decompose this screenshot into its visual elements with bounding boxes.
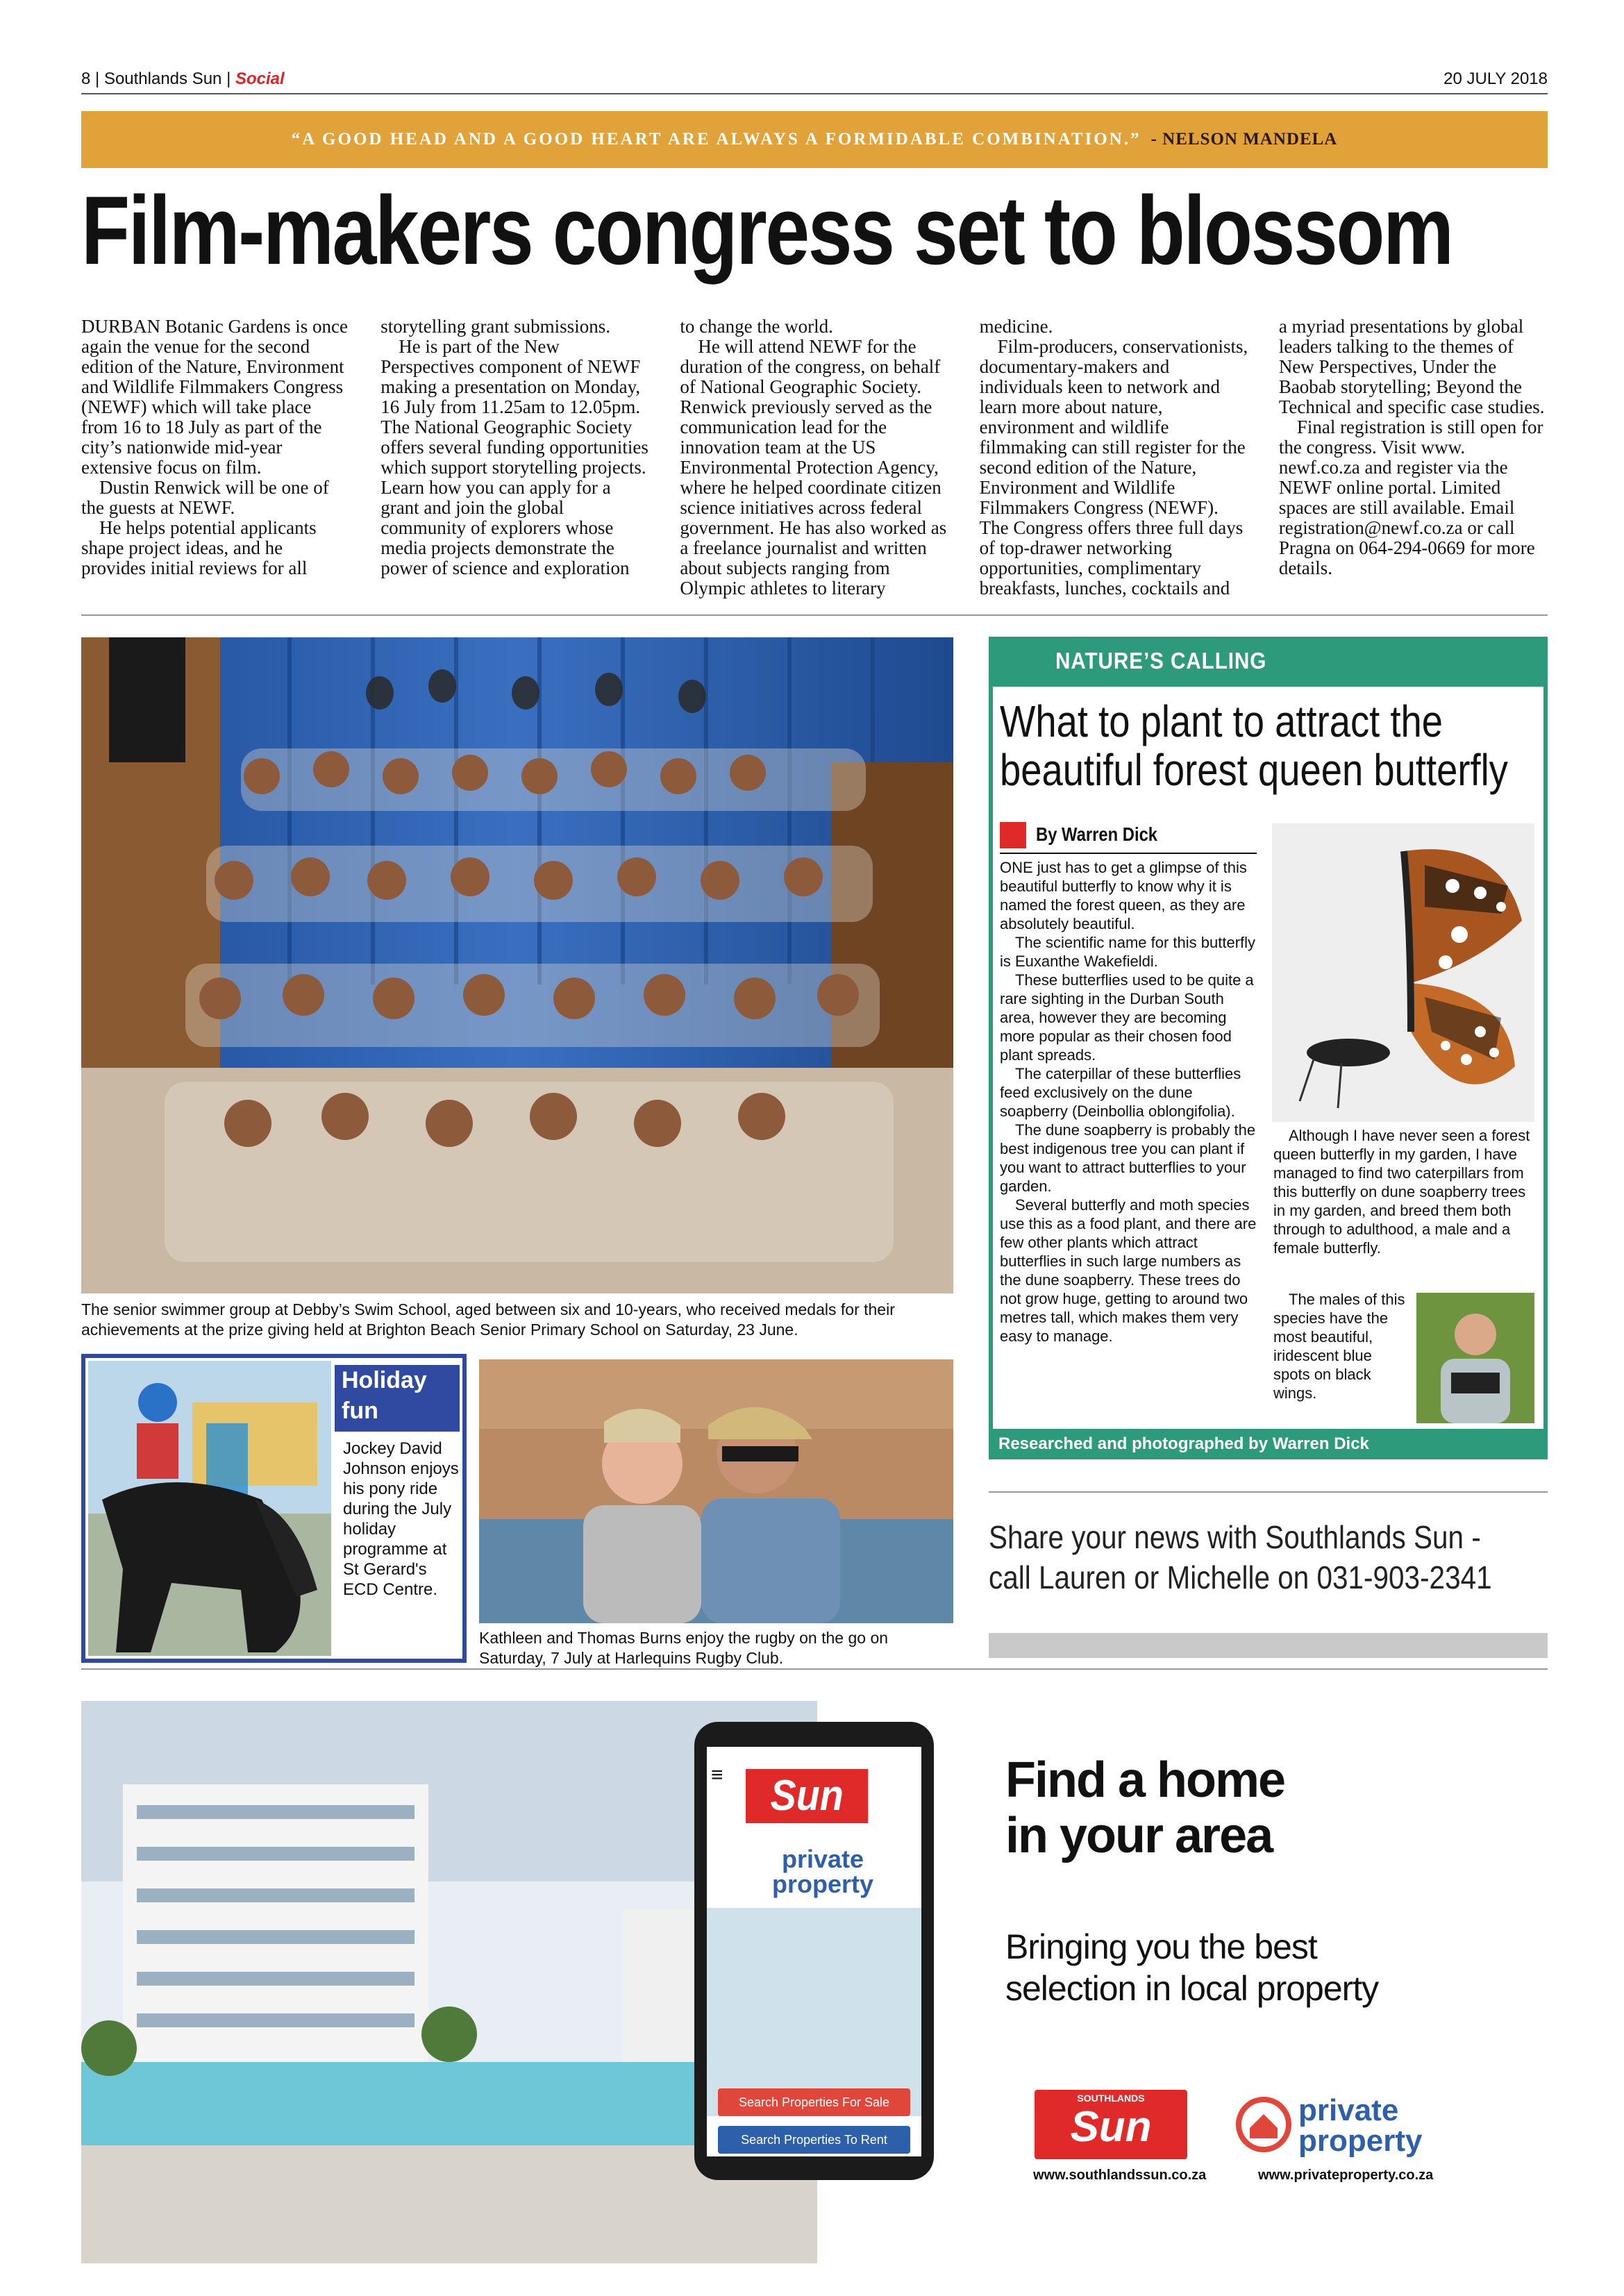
ad-title-line: Find a home <box>1005 1752 1285 1808</box>
byline-rule <box>1000 853 1257 854</box>
quote-banner <box>81 111 1548 168</box>
paragraph: a myriad presentations by global leaders talking to the themes of New Perspectives, Under the Baobab storytelling; Beyond the Technical and specific case studies. <box>1278 317 1545 417</box>
ad-divider <box>81 1668 1548 1670</box>
article-column-2 <box>380 317 649 601</box>
quote-text: “A GOOD HEAD AND A GOOD HEART ARE ALWAYS A FORMIDABLE COMBINATION.” <box>291 130 1141 149</box>
pp-url[interactable]: www.privateproperty.co.za <box>1258 2168 1434 2183</box>
paragraph: storytelling grant submissions. <box>380 317 610 337</box>
page-folio: 8 | Southlands Sun | Social <box>81 69 285 88</box>
paragraph: He helps potential applicants shape project ideas, and he provides initial reviews for all <box>81 517 317 578</box>
holiday-caption: Jockey David Johnson enjoys his pony ride during the July holiday programme at St Gerard's ECD Centre. <box>343 1439 459 1599</box>
nature-title <box>1000 696 1508 795</box>
quote-author: - NELSON MANDELA <box>1150 130 1338 149</box>
share-line: call Lauren or Michelle on 031-903-2341 <box>989 1559 1492 1595</box>
byline: By Warren Dick <box>1036 823 1158 845</box>
ad-title-line: in your area <box>1005 1808 1273 1863</box>
article-column-4 <box>980 317 1248 601</box>
rugby-photo-caption: Kathleen and Thomas Burns enjoy the rugby on the go on Saturday, 7 July at Harlequins Rugby Club. <box>479 1629 889 1667</box>
sun-logo-top: SOUTHLANDS <box>1077 2093 1145 2104</box>
nature-column-1 <box>1000 858 1257 1346</box>
pp-house-icon <box>1236 2093 1291 2156</box>
paragraph: Final registration is still open for the congress. Visit www. newf.co.za and register via the NEWF online portal. Limited spaces are still available. Email registration@newf.co.za or call Pragna on 064-294-0669 for more details. <box>1278 417 1543 578</box>
nature-column-2-short <box>1273 1290 1405 1402</box>
search-sale-button[interactable]: Search Properties For Sale <box>718 2088 910 2116</box>
section-divider <box>81 614 1548 616</box>
paragraph: The dune soapberry is probably the best indigenous tree you can plant if you want to attract butterflies to your garden. <box>1000 1121 1256 1195</box>
nature-column-2 <box>1273 1126 1536 1257</box>
sun-logo-word: Sun <box>1070 2103 1152 2151</box>
paragraph: DURBAN Botanic Gardens is once again the venue for the second edition of the Nature, Environment and Wildlife Filmmakers Congress (NEWF) which will take place from 16 to 18 July as part of the city’s nationwide mid-year extensive focus on film. <box>81 317 348 478</box>
ad-subtitle <box>1005 1926 1378 2009</box>
phone-sun-logo: Sun <box>746 1769 868 1823</box>
article-column-5 <box>1279 317 1548 601</box>
author-photo <box>1416 1293 1534 1423</box>
share-divider <box>989 1491 1548 1493</box>
issue-date: 20 JULY 2018 <box>1443 69 1548 88</box>
paragraph: The caterpillar of these butterflies feed exclusively on the dune soapberry (Deinbollia oblongifolia). <box>1000 1065 1241 1120</box>
holiday-title-line: Holiday <box>342 1367 427 1393</box>
swim-photo-caption: The senior swimmer group at Debby’s Swim School, aged between six and 10-years, who received medals for their achievements at the prize giving held at Brighton Beach Senior Primary School on Saturday, 23 June. <box>81 1300 895 1339</box>
phone-pp-logo <box>736 1847 910 1897</box>
hamburger-menu-icon[interactable]: ≡ <box>711 1763 723 1786</box>
private-property-logo <box>1236 2090 1444 2159</box>
header-rule <box>81 93 1548 94</box>
pp-word: private <box>1298 2093 1399 2127</box>
paragraph: Although I have never seen a forest queen butterfly in my garden, I have managed to find two caterpillars from this butterfly on dune soapberry trees in my garden, and breed them both through to adulthood, a male and a female butterfly. <box>1273 1127 1530 1257</box>
page-number: 8 <box>81 69 91 88</box>
paragraph: The scientific name for this butterfly is Euxanthe Wakefieldi. <box>1000 934 1256 970</box>
pony-ride-photo <box>88 1361 331 1656</box>
article-column-1 <box>81 317 350 601</box>
nature-credit: Researched and photographed by Warren Dick <box>989 1429 1548 1459</box>
paragraph: Dustin Renwick will be one of the guests at NEWF. <box>81 477 329 518</box>
share-news-box <box>989 1517 1492 1598</box>
sun-logo <box>1035 2090 1187 2159</box>
share-bar <box>989 1633 1548 1658</box>
share-line: Share your news with Southlands Sun - <box>989 1519 1481 1555</box>
holiday-title <box>335 1365 460 1432</box>
section-name: Social <box>235 69 285 88</box>
ad-title <box>1005 1752 1284 1863</box>
article-body <box>81 317 1548 601</box>
holiday-title-line: fun <box>342 1398 378 1424</box>
search-rent-button[interactable]: Search Properties To Rent <box>718 2126 910 2154</box>
article-headline: Film-makers congress set to blossom <box>81 176 1453 285</box>
paragraph: He is part of the New Perspectives component of NEWF making a presentation on Monday, 16 July from 11.25am to 12.05pm. The National Geographic Society offers several funding opportunities which support storytelling projects. Learn how you can apply for a grant and join the global community of explorers whose media projects demonstrate the power of science and exploration <box>380 336 648 578</box>
article-column-3 <box>680 317 948 601</box>
paragraph: Film-producers, conservationists, documentary-makers and individuals keen to network and learn more about nature, environment and wildlife filmmaking can still register for the second edition of the Nature, Environment and Wildlife Filmmakers Congress (NEWF). The Congress offers three full days of top-drawer networking opportunities, complimentary breakfasts, lunches, cocktails and <box>979 336 1248 598</box>
paragraph: to change the world. <box>680 317 833 337</box>
nature-label: NATURE’S CALLING <box>1055 648 1267 673</box>
rugby-couple-photo <box>479 1359 953 1623</box>
nature-title-line: What to plant to attract the <box>1000 696 1443 746</box>
paragraph: The males of this species have the most beautiful, iridescent blue spots on black wings. <box>1273 1291 1405 1402</box>
butterfly-photo <box>1272 823 1534 1122</box>
publication-name: Southlands Sun <box>103 69 222 88</box>
paragraph: ONE just has to get a glimpse of this beautiful butterfly to know why it is named the forest queen, as they are absolutely beautiful. <box>1000 859 1247 932</box>
sun-url[interactable]: www.southlandssun.co.za <box>1033 2168 1207 2183</box>
pp-word: property <box>771 1870 874 1898</box>
pp-logo-text <box>1298 2095 1422 2156</box>
paragraph: These butterflies used to be quite a rare sighting in the Durban South area, however they are becoming more popular as their chosen food plant spreads. <box>1000 971 1254 1064</box>
byline-marker <box>1000 822 1026 848</box>
pp-word: property <box>1298 2124 1423 2158</box>
phone-hero-image <box>707 1908 921 2116</box>
pp-word: private <box>781 1845 864 1873</box>
paragraph: He will attend NEWF for the duration of the congress, on behalf of National Geographic Society. Renwick previously served as the communication lead for the innovation team at the US Environmental Protection Agency, where he helped coordinate citizen science initiatives across federal government. He has also worked as a freelance journalist and written about subjects ranging from Olympic athletes to literary <box>680 336 947 598</box>
swim-group-photo <box>81 637 953 1293</box>
paragraph: medicine. <box>979 317 1053 337</box>
paragraph: Several butterfly and moth species use this as a food plant, and there are few other plants which attract butterflies in such large numbers as the dune soapberry. These trees do not grow huge, getting to around two metres tall, which makes them very easy to manage. <box>1000 1196 1257 1345</box>
ad-subtitle-line: selection in local property <box>1005 1969 1379 2008</box>
ad-subtitle-line: Bringing you the best <box>1005 1927 1317 1966</box>
nature-title-line: beautiful forest queen butterfly <box>1000 745 1508 795</box>
